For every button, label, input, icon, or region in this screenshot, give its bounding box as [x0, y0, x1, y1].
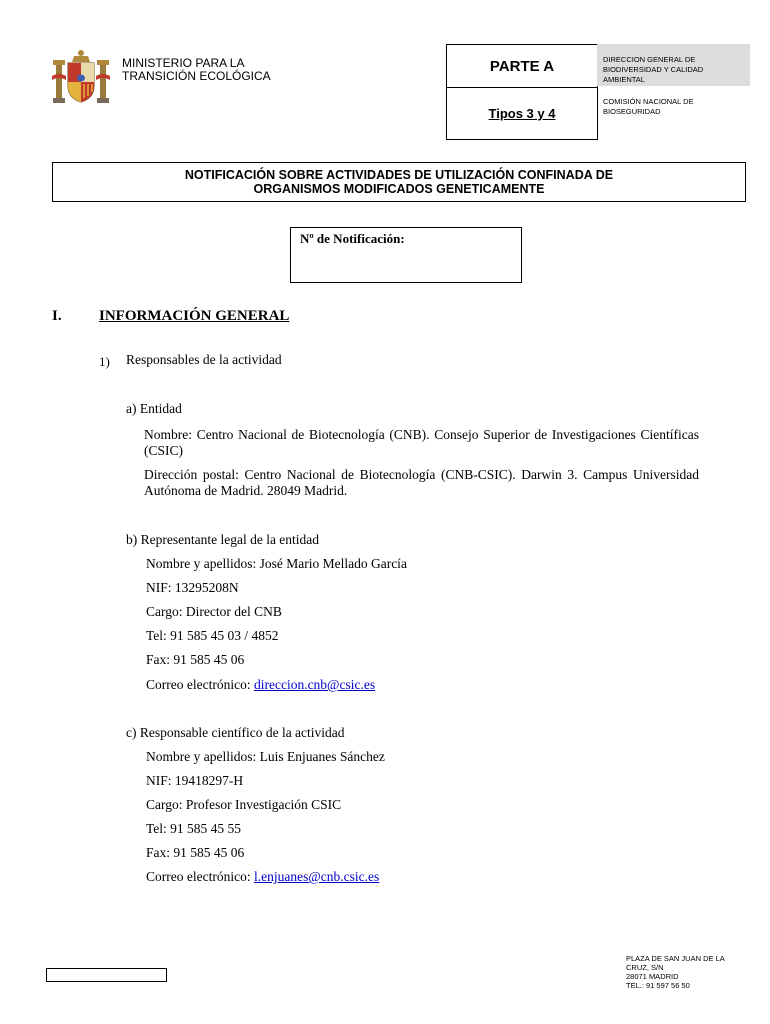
representante-correo [146, 677, 375, 693]
footer-box [46, 968, 167, 982]
coat-of-arms-logo [50, 48, 112, 106]
notification-label: Nº de Notificación: [300, 231, 405, 246]
ministry-line-1: MINISTERIO PARA LA [122, 56, 245, 70]
representante-label: b) Representante legal de la entidad [126, 532, 320, 547]
responsable-nombre: Nombre y apellidos: Luis Enjuanes Sánchez [146, 749, 385, 764]
title-line-2: ORGANISMOS MODIFICADOS GENETICAMENTE [253, 182, 545, 196]
footer-line-3: 28071 MADRID [626, 972, 679, 981]
representante-nombre: Nombre y apellidos: José Mario Mellado García [146, 556, 407, 571]
direccion-general-text [603, 55, 703, 85]
parte-box [446, 44, 598, 140]
responsable-nif: NIF: 19418297-H [146, 773, 244, 788]
ministry-name [122, 57, 271, 83]
comision-line-1: COMISIÓN NACIONAL DE [603, 97, 694, 106]
responsable-label: c) Responsable científico de la actividad [126, 725, 345, 740]
footer-line-1: PLAZA DE SAN JUAN DE LA [626, 954, 725, 963]
title-line-1: NOTIFICACIÓN SOBRE ACTIVIDADES DE UTILIZACIÓN CONFINADA DE [184, 168, 614, 182]
footer-line-2: CRUZ, S/N [626, 963, 664, 972]
section-number: I. [52, 308, 62, 324]
representante-email-link[interactable]: direccion.cnb@csic.es [253, 677, 376, 692]
item-number: 1) [99, 354, 110, 369]
entidad-label: a) Entidad [126, 401, 182, 416]
representante-correo-label: Correo electrónico: [146, 677, 251, 692]
section-title: INFORMACIÓN GENERAL [99, 308, 290, 324]
representante-fax: Fax: 91 585 45 06 [146, 652, 245, 667]
notification-number-box[interactable] [290, 227, 522, 283]
representante-nif: NIF: 13295208N [146, 580, 239, 595]
comision-line-2: BIOSEGURIDAD [603, 107, 661, 116]
item-title: Responsables de la actividad [126, 352, 282, 367]
footer-line-4: TEL.: 91 597 56 50 [626, 981, 690, 990]
responsable-cargo: Cargo: Profesor Investigación CSIC [146, 797, 342, 812]
ministry-line-2: TRANSICIÓN ECOLÓGICA [122, 69, 271, 83]
parte-label: PARTE A [447, 45, 597, 88]
tipos-label: Tipos 3 y 4 [488, 106, 556, 121]
responsable-fax: Fax: 91 585 45 06 [146, 845, 245, 860]
document-title [52, 162, 746, 202]
entidad-nombre: Nombre: Centro Nacional de Biotecnología (CNB). Consejo Superior de Investigaciones Científicas (CSIC) [144, 427, 699, 458]
dg-line-2: BIODIVERSIDAD Y CALIDAD [603, 65, 704, 74]
dg-line-1: DIRECCION GENERAL DE [603, 55, 696, 64]
representante-cargo: Cargo: Director del CNB [146, 604, 282, 619]
entidad-direccion: Dirección postal: Centro Nacional de Biotecnología (CNB-CSIC). Darwin 3. Campus Universidad Autónoma de Madrid. 28049 Madrid. [144, 467, 699, 498]
responsable-tel: Tel: 91 585 45 55 [146, 821, 242, 836]
footer-address [626, 954, 725, 990]
dg-line-3: AMBIENTAL [603, 75, 645, 84]
representante-tel: Tel: 91 585 45 03 / 4852 [146, 628, 279, 643]
responsable-correo [146, 869, 379, 885]
responsable-correo-label: Correo electrónico: [146, 869, 251, 884]
comision-text [603, 97, 694, 117]
responsable-email-link[interactable]: l.enjuanes@cnb.csic.es [253, 869, 380, 884]
